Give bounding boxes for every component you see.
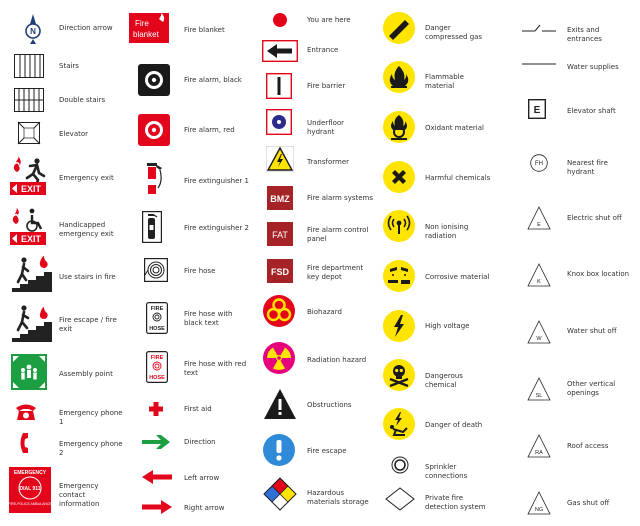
red-dot-icon — [273, 13, 287, 27]
fire-escape-stairs-icon — [12, 304, 52, 342]
fire-alarm-systems-label: Fire alarm systems — [307, 194, 373, 202]
water-letter: W — [536, 336, 542, 342]
fire-extinguisher-2-label: Fire extinguisher 2 — [184, 224, 249, 232]
roof-access-label: Roof access — [567, 442, 609, 450]
blue-exclamation-icon — [263, 434, 295, 466]
triangle-sl-icon — [527, 377, 551, 401]
gas-shut-off-label: Gas shut off — [567, 499, 610, 507]
fire-blanket-label: Fire blanket — [184, 26, 225, 34]
exit-text: EXIT — [20, 234, 42, 244]
fire-hose-red-text-label: Fire hose with red text — [184, 360, 247, 377]
hydrant-letters: FH — [535, 161, 543, 168]
emergency-contact-label: Emergency contact information — [59, 482, 100, 508]
triangle-e-icon — [527, 206, 551, 230]
emergency-dial-text: DIAL 911 — [19, 486, 41, 492]
you-are-here-label: You are here — [307, 16, 351, 24]
electric-letter: E — [537, 222, 541, 228]
danger-of-death-label: Danger of death — [425, 421, 483, 429]
double-ring-icon — [391, 456, 409, 474]
flame-icon — [383, 61, 415, 93]
assembly-point-icon — [11, 354, 47, 390]
corrosive-icon — [383, 260, 415, 292]
door-break-line-icon — [522, 24, 556, 34]
water-supplies-label: Water supplies — [567, 63, 619, 71]
underfloor-hydrant-label: Underfloor hydrant — [307, 119, 345, 136]
fire-escape-exit-label: Fire escape / fire exit — [59, 316, 117, 333]
emergency-phone-2-label: Emergency phone 2 — [59, 440, 123, 457]
fire-blanket-line1: Fire — [135, 19, 149, 28]
fire-alarm-black-icon — [138, 64, 170, 96]
sprinkler-connections-label: Sprinkler connections — [425, 463, 468, 480]
entrance-label: Entrance — [307, 46, 339, 54]
assembly-point-label: Assembly point — [59, 370, 113, 378]
stairs-icon — [14, 54, 44, 78]
knox-letter: K — [537, 279, 541, 285]
red-arrow-right-icon — [142, 500, 172, 514]
water-shut-off-label: Water shut off — [567, 327, 617, 335]
bmz-text: BMZ — [270, 194, 290, 204]
elevator-shaft-label: Elevator shaft — [567, 107, 616, 115]
fire-hose-label: Fire hose — [184, 267, 216, 275]
gas-letters: NG — [534, 507, 544, 513]
knox-box-label: Knox box location — [567, 270, 630, 278]
dangerous-chemical-label: Dangerous chemical — [425, 372, 463, 389]
hydrant-circle-icon — [530, 154, 548, 172]
triangle-ra-icon — [527, 434, 551, 458]
water-line-icon — [522, 62, 556, 66]
fire-hose-reel-icon — [144, 258, 168, 282]
exits-and-entrances-label: Exits and entrances — [567, 26, 602, 43]
elevator-shaft-icon — [528, 99, 546, 119]
elevator-label: Elevator — [59, 130, 89, 138]
fire-alarm-red-label: Fire alarm, red — [184, 126, 235, 134]
fire-hose-red-word2: HOSE — [149, 375, 165, 381]
biohazard-label: Biohazard — [307, 308, 342, 316]
handicapped-exit-label: Handicapped emergency exit — [59, 221, 114, 238]
electrocution-icon — [383, 408, 415, 440]
danger-compressed-gas-label: Danger compressed gas — [425, 24, 483, 41]
fire-alarm-control-panel-label: Fire alarm control panel — [307, 226, 369, 243]
high-voltage-label: High voltage — [425, 322, 470, 330]
elevator-icon — [18, 122, 40, 144]
fsd-text: FSD — [271, 267, 289, 277]
fire-hose-red-text-icon — [146, 351, 168, 383]
fire-hose-black-word1: FIRE — [150, 306, 164, 312]
fire-hose-black-text-icon — [146, 302, 168, 334]
compass-north-icon — [23, 14, 43, 44]
non-ionising-radiation-label: Non ionising radiation — [425, 223, 469, 240]
radiation-icon — [263, 342, 295, 374]
skull-crossbones-icon — [383, 359, 415, 391]
electric-shut-off-label: Electric shut off — [567, 214, 622, 222]
fire-hose-red-word1: FIRE — [150, 355, 164, 361]
direction-label: Direction — [184, 438, 216, 446]
other-vertical-openings-label: Other vertical openings — [567, 380, 616, 397]
handset-icon — [20, 432, 34, 454]
gas-cylinder-icon — [383, 12, 415, 44]
vertical-letters: SL — [535, 393, 543, 399]
fire-blanket-line2: blanket — [133, 30, 159, 39]
fire-department-key-depot-label: Fire department key depot — [307, 264, 364, 281]
triangle-w-icon — [527, 320, 551, 344]
biohazard-icon — [263, 295, 295, 327]
red-arrow-left-icon — [142, 470, 172, 484]
warning-triangle-icon — [263, 388, 297, 420]
emergency-contact-card-icon — [9, 467, 51, 513]
first-aid-label: First aid — [184, 405, 212, 413]
nearest-fire-hydrant-label: Nearest fire hydrant — [567, 159, 608, 176]
fire-escape-info-label: Fire escape — [307, 447, 347, 455]
fire-extinguisher-red-icon — [144, 163, 164, 195]
fire-alarm-red-icon — [138, 114, 170, 146]
emergency-top-text: EMERGENCY — [13, 470, 47, 476]
flammable-material-label: Flammable material — [425, 73, 464, 90]
fire-barrier-label: Fire barrier — [307, 82, 346, 90]
stairs-label: Stairs — [59, 62, 79, 70]
triangle-ng-icon — [527, 491, 551, 515]
entrance-arrow-icon — [262, 40, 298, 62]
high-voltage-triangle-icon — [266, 146, 294, 172]
green-arrow-right-icon — [142, 434, 172, 450]
fat-badge-icon — [267, 222, 293, 246]
bmz-badge-icon — [267, 186, 293, 210]
x-cross-icon — [383, 161, 415, 193]
oxidant-material-label: Oxidant material — [425, 124, 484, 132]
fire-barrier-icon — [266, 73, 292, 99]
right-arrow-label: Right arrow — [184, 504, 225, 512]
roof-letters: RA — [535, 450, 543, 456]
triangle-k-icon — [527, 263, 551, 287]
elevator-shaft-letter: E — [533, 105, 541, 116]
running-man-exit-icon — [10, 156, 48, 196]
obstructions-label: Obstructions — [307, 401, 352, 409]
fire-extinguisher-1-label: Fire extinguisher 1 — [184, 177, 249, 185]
emergency-exit-label: Emergency exit — [59, 174, 114, 182]
fat-text: FAT — [272, 230, 288, 240]
fire-hose-black-text-label: Fire hose with black text — [184, 310, 233, 327]
private-fire-detection-label: Private fire detection system — [425, 494, 486, 511]
fire-extinguisher-outline-icon — [142, 211, 162, 243]
stairs-person-fire-icon — [12, 256, 52, 292]
wheelchair-exit-icon — [10, 206, 48, 246]
exit-text: EXIT — [20, 184, 42, 194]
desk-phone-icon — [15, 403, 37, 421]
flame-over-circle-icon — [383, 111, 415, 143]
fsd-badge-icon — [267, 259, 293, 283]
lightning-bolt-icon — [383, 310, 415, 342]
antenna-radiation-icon — [383, 210, 415, 242]
fire-blanket-icon — [129, 13, 169, 43]
left-arrow-label: Left arrow — [184, 474, 220, 482]
fire-alarm-black-label: Fire alarm, black — [184, 76, 242, 84]
nfpa-diamond-icon — [263, 477, 297, 511]
use-stairs-in-fire-label: Use stairs in fire — [59, 273, 116, 281]
double-stairs-label: Double stairs — [59, 96, 106, 104]
double-stairs-icon — [14, 88, 44, 112]
transformer-label: Transformer — [307, 158, 350, 166]
emergency-phone-1-label: Emergency phone 1 — [59, 409, 123, 426]
corrosive-material-label: Corrosive material — [425, 273, 490, 281]
compass-letter: N — [30, 27, 36, 36]
underfloor-hydrant-icon — [266, 109, 292, 135]
radiation-hazard-label: Radiation hazard — [307, 356, 367, 364]
diamond-outline-icon — [385, 487, 415, 511]
direction-arrow-label: Direction arrow — [59, 24, 113, 32]
hazardous-storage-label: Hazardous materials storage — [307, 489, 369, 506]
fire-hose-black-word2: HOSE — [149, 326, 165, 332]
harmful-chemicals-label: Harmful chemicals — [425, 174, 491, 182]
emergency-bottom-text: FIRE-POLICE AMBULANCE — [8, 502, 52, 506]
first-aid-cross-icon — [149, 402, 163, 416]
